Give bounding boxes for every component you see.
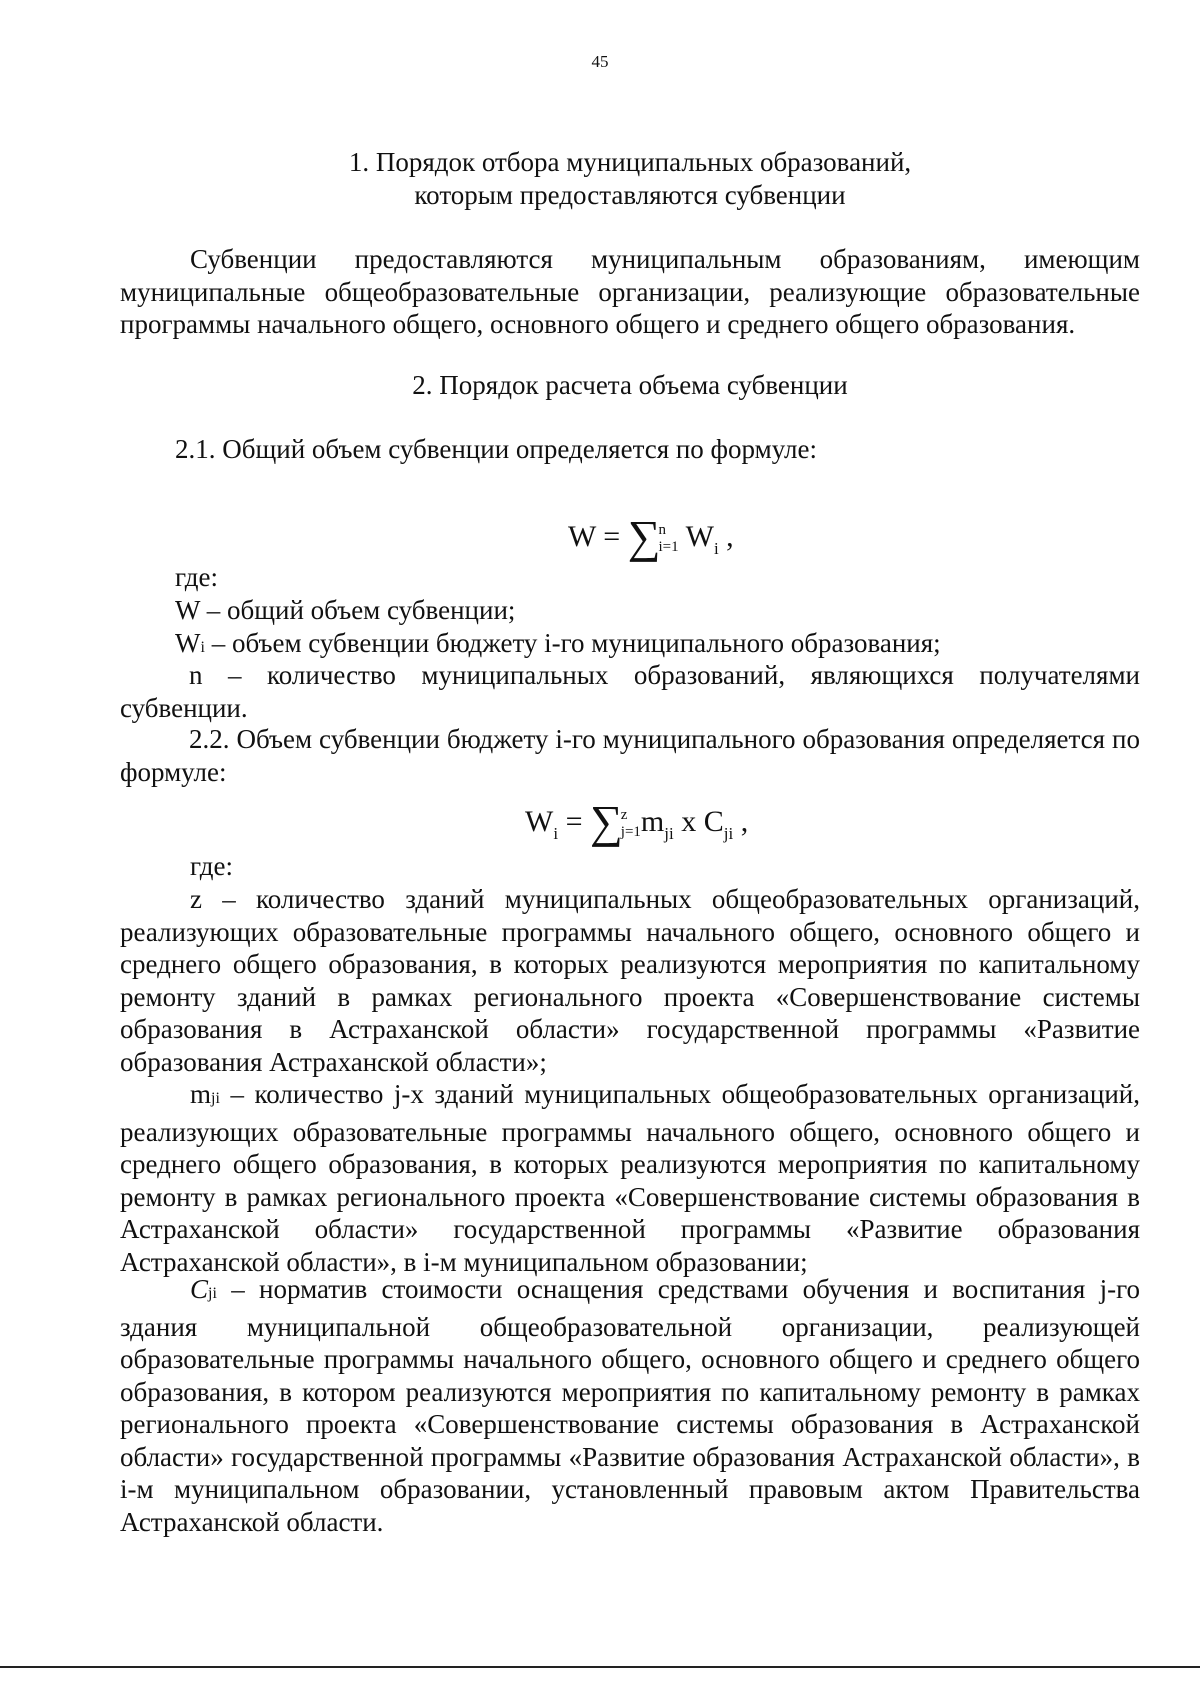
- formula2-lhs: W: [525, 805, 554, 838]
- def-mji-sub: ji: [211, 1090, 220, 1107]
- formula2-term2-sub: ji: [723, 824, 734, 843]
- def-mji-text: – количество j-х зданий муниципальных общеобразовательных организаций, реализующих образовательные программы начального общего, основного общего и среднего общего образования, в которых реализуются мероприятия по капитальному ремонту в рамках регионального проекта «Совершенствование системы образования в Астраханской области» государственной программы «Развитие образования Астраханской области», в i-м муниципальном образовании;: [120, 1079, 1140, 1277]
- def-Wi-text: – объем субвенции бюджету i-го муниципального образования;: [204, 628, 941, 658]
- definition-n: [120, 659, 1140, 724]
- formula1-tail: ,: [726, 520, 734, 553]
- formula2-lhs-sub: i: [553, 824, 559, 843]
- formula2-eq: =: [565, 805, 583, 838]
- formula1-lhs: W =: [568, 520, 621, 553]
- formula2-tail: ,: [740, 805, 749, 838]
- def-Wi-symbol: W: [175, 628, 201, 658]
- section1-paragraph-text: Субвенции предоставляются муниципальным образованиям, имеющим муниципальные общеобразовательные организации, реализующие образовательные программы начального общего, основного общего и среднего общего образования.: [120, 244, 1140, 339]
- section1-paragraph: [120, 243, 1140, 341]
- formula2-lower: j=1: [620, 824, 641, 841]
- section1-heading-line1: 1. Порядок отбора муниципальных образований,: [348, 147, 912, 177]
- paragraph-2-1: 2.1. Общий объем субвенции определяется по формуле:: [175, 434, 818, 464]
- def-cji-symbol: C: [190, 1274, 209, 1304]
- formula1-term-sub: i: [713, 539, 719, 558]
- formula2-upper: z: [620, 807, 628, 824]
- p22-text: 2.2. Объем субвенции бюджету i-го муниципального образования определяется по формуле:: [120, 724, 1140, 787]
- bottom-rule: [0, 1666, 1200, 1668]
- formula1-lower: i=1: [658, 539, 679, 556]
- def-cji-text: – норматив стоимости оснащения средствами обучения и воспитания j-го здания муниципальной общеобразовательной организации, реализующей образовательные программы начального общего, основного общего и среднего общего образования, в котором реализуются мероприятия по капитальному ремонту в рамках регионального проекта «Совершенствование системы образования в Астраханской области» государственной программы «Развитие образования Астраханской области», в i-м муниципальном образовании, установленный правовым актом Правительства Астраханской области.: [120, 1274, 1140, 1537]
- where-label-2: где:: [190, 851, 233, 881]
- formula1-limits: [659, 522, 679, 556]
- definition-W: W – общий объем субвенции;: [175, 595, 516, 625]
- def-z-text: z – количество зданий муниципальных общеобразовательных организаций, реализующих образовательные программы начального общего, основного общего и среднего общего образования, в которых реализуются мероприятия по капитальному ремонту зданий в рамках регионального проекта «Совершенствование системы образования в Астраханской области» государственной программы «Развитие образования Астраханской области»;: [120, 884, 1140, 1077]
- def-cji-sub: ji: [208, 1285, 217, 1302]
- formula2-sum-sign: ∑: [589, 796, 623, 847]
- formula1-upper: n: [658, 522, 666, 539]
- definition-cji: [120, 1273, 1140, 1538]
- formula1-sum-sign: ∑: [627, 511, 661, 562]
- section2-heading: 2. Порядок расчета объема субвенции: [412, 370, 848, 400]
- formula1-term: W: [685, 520, 714, 553]
- definition-z: [120, 883, 1140, 1078]
- paragraph-2-2: [120, 723, 1140, 788]
- where-label-1: где:: [175, 562, 218, 592]
- def-n-text: n – количество муниципальных образований, являющихся получателями субвенции.: [120, 660, 1140, 723]
- formula2-term1: m: [640, 805, 665, 838]
- formula2-term1-sub: ji: [664, 824, 674, 843]
- formula-total-volume: [568, 510, 734, 563]
- definition-mji: [120, 1078, 1140, 1278]
- page-number: 45: [591, 52, 609, 71]
- def-mji-symbol: m: [190, 1079, 212, 1109]
- section1-heading-line2: которым предоставляются субвенции: [414, 180, 846, 210]
- formula2-limits: [621, 807, 641, 841]
- def-Wi-sub: i: [200, 639, 205, 656]
- section1-heading: [0, 146, 1200, 212]
- formula2-mult: x C: [681, 805, 724, 838]
- formula-municipal-volume: [525, 795, 748, 848]
